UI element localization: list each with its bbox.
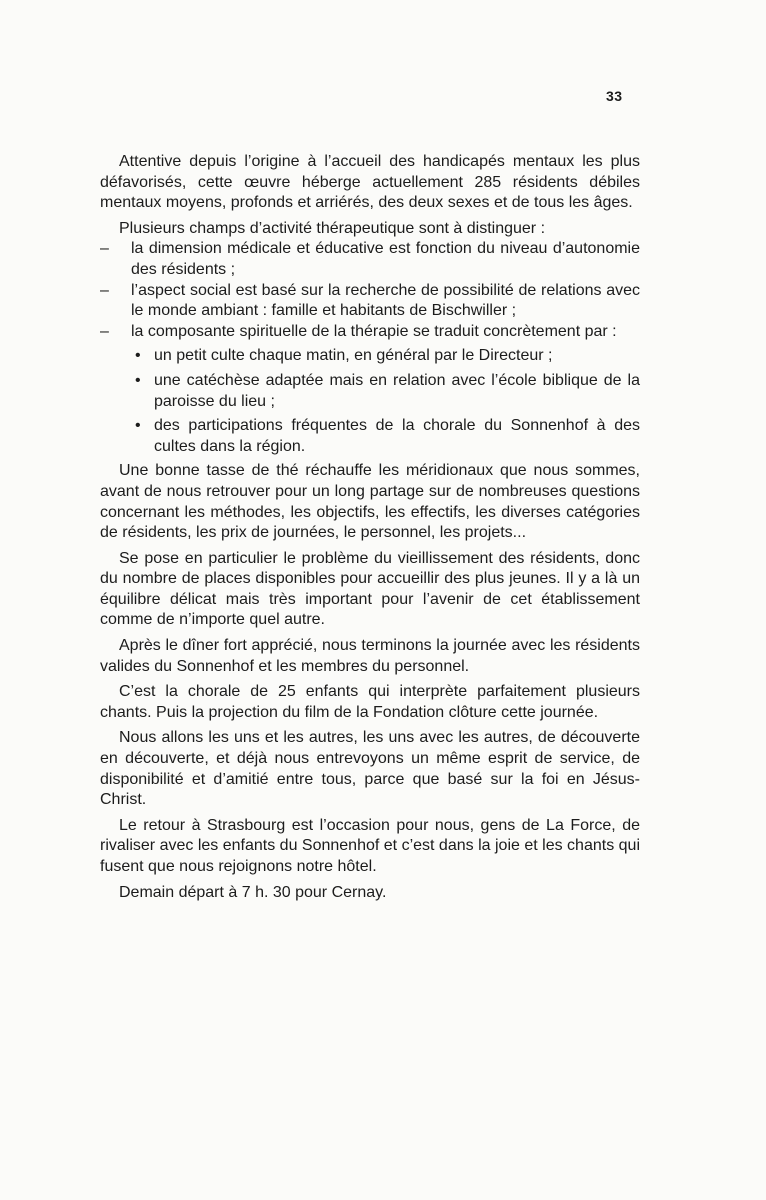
bullet-list-item-text: une catéchèse adaptée mais en relation avec l’école biblique de la paroisse du lieu ; xyxy=(154,371,640,410)
paragraph: Une bonne tasse de thé réchauffe les méridionaux que nous sommes, avant de nous retrouver pour un long partage sur de nombreuses questions concernant les méthodes, les objectifs, les effectifs, les diverses catégories de résidents, les prix de journées, le personnel, les projets... xyxy=(100,462,640,542)
paragraph: Le retour à Strasbourg est l’occasion pour nous, gens de La Force, de rivaliser avec les enfants du Sonnenhof et c’est dans la joie et les chants qui fusent que nous rejoignons notre hôtel. xyxy=(100,816,640,875)
page-number: 33 xyxy=(606,88,623,104)
paragraph: Attentive depuis l’origine à l’accueil des handicapés mentaux les plus défavorisés, cette œuvre héberge actuellement 285 résidents débiles mentaux moyens, profonds et arriérés, des deux sexes et de tous les âges. xyxy=(100,153,640,212)
dash-marker: – xyxy=(100,240,109,258)
bullet-list-item xyxy=(100,346,640,367)
bullet-marker: • xyxy=(135,347,141,365)
document-body xyxy=(100,152,640,908)
dash-marker: – xyxy=(100,281,109,299)
dash-marker: – xyxy=(100,322,109,340)
bullet-list-item xyxy=(100,371,640,412)
paragraph: Nous allons les uns et les autres, les uns avec les autres, de découverte en découverte, et déjà nous entrevoyons un même esprit de service, de disponibilité et d’amitié entre tous, parce que basé sur la foi en Jésus-Christ. xyxy=(100,729,640,809)
dash-list-item xyxy=(100,281,640,322)
paragraph: C’est la chorale de 25 enfants qui interprète parfaitement plusieurs chants. Puis la projection du film de la Fondation clôture cette journée. xyxy=(100,683,640,721)
paragraph: Plusieurs champs d’activité thérapeutique sont à distinguer : xyxy=(119,219,546,237)
bullet-marker: • xyxy=(135,417,141,435)
dash-list-item-text: l’aspect social est basé sur la recherche de possibilité de relations avec le monde ambiant : famille et habitants de Bischwiller ; xyxy=(131,281,640,320)
dash-list-item-text: la dimension médicale et éducative est fonction du niveau d’autonomie des résidents ; xyxy=(131,240,640,278)
dash-list-item-text: la composante spirituelle de la thérapie se traduit concrètement par : xyxy=(131,322,617,340)
dash-list-item xyxy=(100,322,640,343)
paragraph: Demain départ à 7 h. 30 pour Cernay. xyxy=(119,883,387,901)
paragraph: Après le dîner fort apprécié, nous terminons la journée avec les résidents valides du Sonnenhof et les membres du personnel. xyxy=(100,637,640,675)
bullet-list-item-text: un petit culte chaque matin, en général par le Directeur ; xyxy=(154,347,553,365)
bullet-marker: • xyxy=(135,371,141,389)
bullet-list-item xyxy=(100,416,640,457)
bullet-list-item-text: des participations fréquentes de la chorale du Sonnenhof à des cultes dans la région. xyxy=(154,417,640,455)
paragraph: Se pose en particulier le problème du vieillissement des résidents, donc du nombre de places disponibles pour accueillir des plus jeunes. Il y a là un équilibre délicat mais très important pour l’avenir de cet établissement comme de n’importe quel autre. xyxy=(100,549,640,629)
dash-list-item xyxy=(100,239,640,280)
